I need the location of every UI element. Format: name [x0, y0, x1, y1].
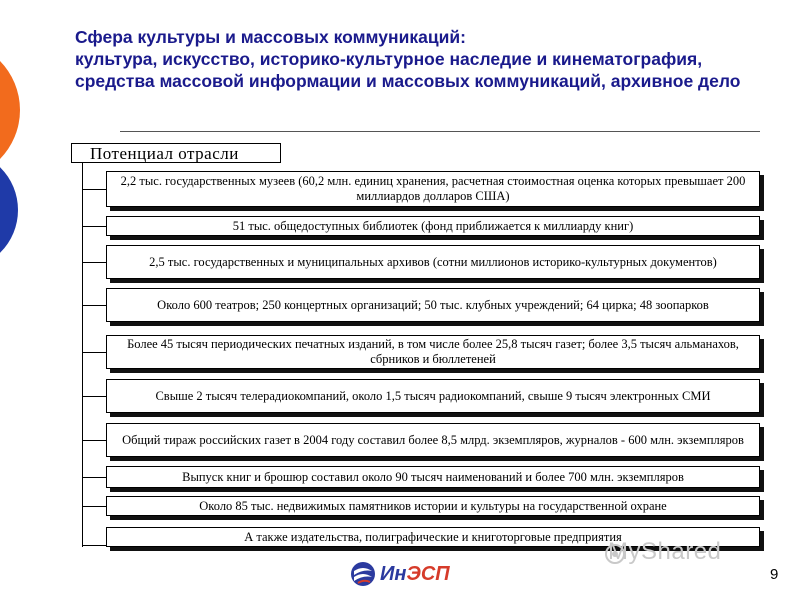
- tree-connector-branch: [82, 262, 106, 263]
- logo-prefix: Ин: [380, 562, 407, 585]
- diagram-root-label: Потенциал отрасли: [71, 143, 281, 163]
- title-line-1: Сфера культуры и массовых коммуникаций:: [75, 27, 466, 47]
- logo-globe-icon: [350, 561, 376, 587]
- tree-connector-branch: [82, 396, 106, 397]
- tree-connector-branch: [82, 352, 106, 353]
- diagram-box-books: Выпуск книг и брошюр составил около 90 тысяч наименований и более 700 млн. экземпляров: [106, 466, 760, 488]
- diagram-box-monuments: Около 85 тыс. недвижимых памятников истории и культуры на государственной охране: [106, 496, 760, 516]
- watermark-text: MyShared: [608, 538, 722, 565]
- logo-text: [380, 563, 450, 586]
- diagram-box-libraries: 51 тыс. общедоступных библиотек (фонд приближается к миллиарду книг): [106, 216, 760, 236]
- tree-connector-branch: [82, 305, 106, 306]
- tree-connector-branch: [82, 440, 106, 441]
- tree-connector-branch: [82, 545, 106, 546]
- diagram-box-publishers: А также издательства, полиграфические и книготорговые предприятия: [106, 527, 760, 547]
- diagram-box-theatres: Около 600 театров; 250 концертных организаций; 50 тыс. клубных учреждений; 64 цирка; 48 зоопарков: [106, 288, 760, 322]
- page-number: 9: [770, 566, 779, 583]
- tree-connector-trunk: [82, 163, 83, 547]
- tree-connector-branch: [82, 226, 106, 227]
- tree-connector-branch: [82, 189, 106, 190]
- title-divider: [120, 131, 760, 132]
- logo-suffix: ЭСП: [406, 562, 450, 585]
- decorative-blue-shape: [0, 150, 18, 270]
- tree-connector-branch: [82, 477, 106, 478]
- diagram-box-circulation: Общий тираж российских газет в 2004 году составил более 8,5 млрд. экземпляров, журналов - 600 млн. экземпляров: [106, 423, 760, 457]
- slide-title: [75, 26, 765, 92]
- diagram-box-archives: 2,5 тыс. государственных и муниципальных архивов (сотни миллионов историко-культурных документов): [106, 245, 760, 279]
- title-line-2: культура, искусство, историко-культурное наследие и кинематография, средства массовой информации и массовых коммуникаций, архивное дело: [75, 49, 741, 91]
- diagram-box-museums: 2,2 тыс. государственных музеев (60,2 млн. единиц хранения, расчетная стоимостная оценка которых превышает 200 миллиардов долларов США): [106, 171, 760, 207]
- inesp-logo: [350, 561, 450, 587]
- tree-connector-branch: [82, 506, 106, 507]
- decorative-orange-shape: [0, 40, 20, 180]
- diagram-box-periodicals: Более 45 тысяч периодических печатных изданий, в том числе более 25,8 тысяч газет; более 3,5 тысяч альманахов, сбрников и бюллетеней: [106, 335, 760, 369]
- diagram-box-broadcasters: Свыше 2 тысяч телерадиокомпаний, около 1,5 тысяч радиокомпаний, свыше 9 тысяч электронных СМИ: [106, 379, 760, 413]
